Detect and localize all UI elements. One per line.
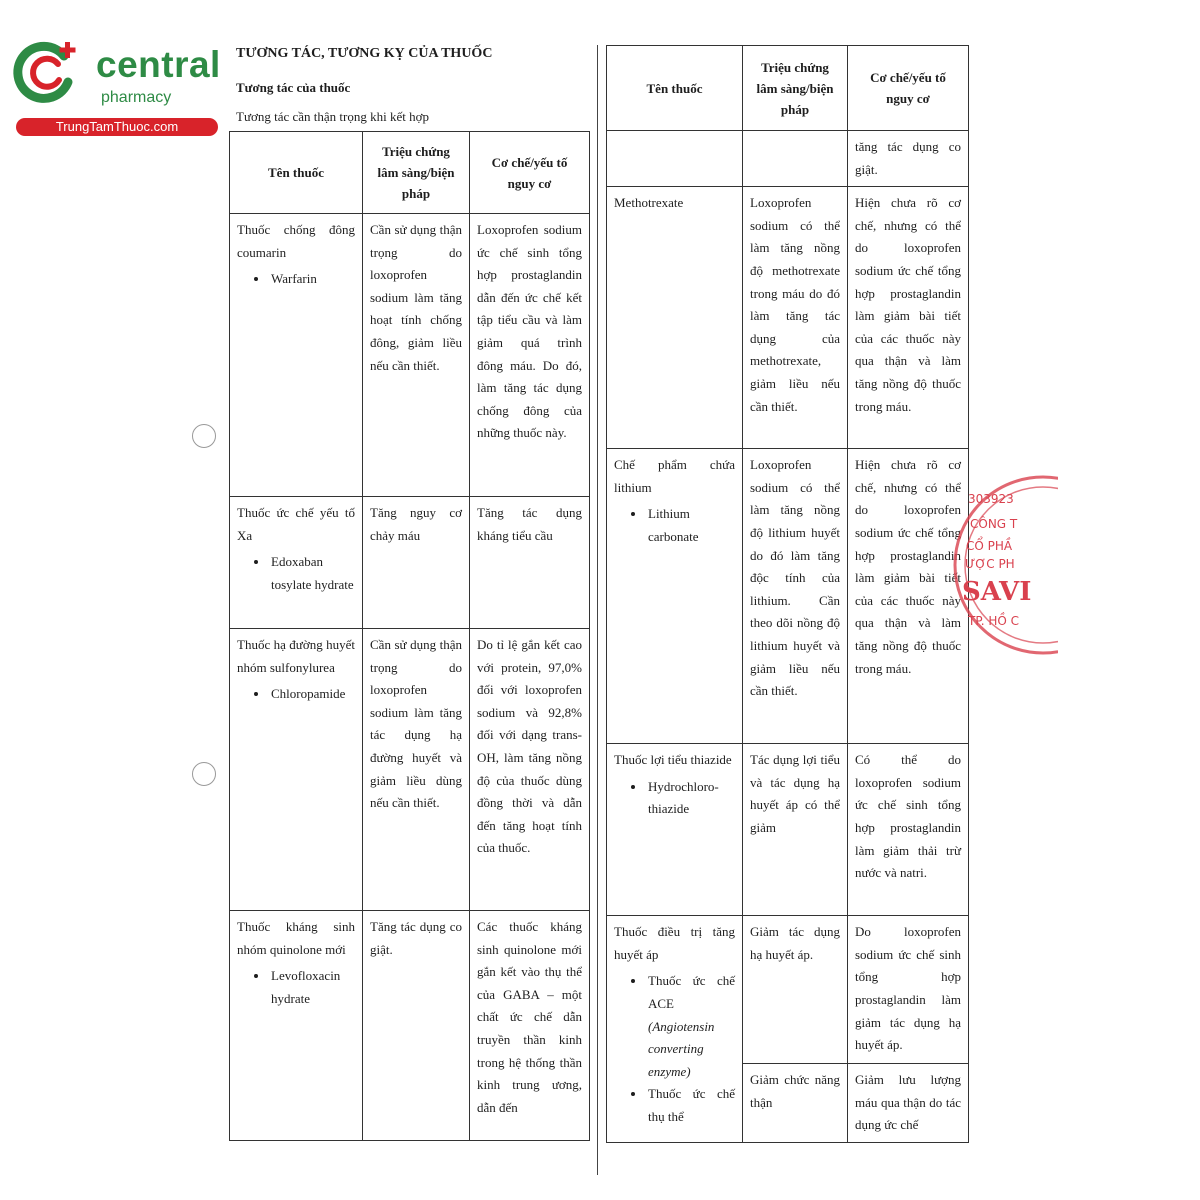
company-stamp — [948, 470, 1058, 660]
symptom-cell: Giảm tác dụng hạ huyết áp. — [743, 916, 848, 1064]
drug-item: • Chloropamide — [269, 683, 355, 706]
header-drug-name: Tên thuốc — [607, 46, 743, 131]
svg-text:TP. HỒ C: TP. HỒ C — [968, 614, 1019, 628]
mechanism-cell: Hiện chưa rõ cơ chế, nhưng có thể do loxoprofen sodium ức chế tổng hợp prostaglandin làm giảm bài tiết của các thuốc này qua thận và làm tăng nồng độ thuốc trong máu. — [848, 187, 969, 449]
table-header-row — [230, 132, 590, 214]
drug-group-name: Thuốc hạ đường huyết nhóm sulfonylurea — [237, 637, 355, 675]
drug-group-name: Thuốc lợi tiểu thiazide — [614, 752, 732, 768]
symptom-cell: Loxoprofen sodium có thể làm tăng nồng độ methotrexate trong máu do đó làm tăng tác dụng của methotrexate, giảm liều nếu cần thiết. — [743, 187, 848, 449]
drug-group-name: Thuốc ức chế yếu tố Xa — [237, 505, 355, 543]
table-row — [607, 916, 969, 1064]
header-symptom: Triệu chứng lâm sàng/biện pháp — [363, 132, 470, 214]
symptom-cell: Cần sử dụng thận trọng do loxoprofen sodium làm tăng hoạt tính chống đông, giảm liều nếu cần thiết. — [363, 214, 470, 497]
drug-group-name: Thuốc chống đông coumarin — [237, 222, 355, 260]
section-subtitle-2: Tương tác cần thận trọng khi kết hợp — [236, 109, 429, 124]
svg-text:CỔ PHẦ: CỔ PHẦ — [966, 539, 1013, 553]
mechanism-cell: Có thể do loxoprofen sodium ức chế sinh tổng hợp prostaglandin làm giảm thải trừ nước và natri. — [848, 744, 969, 916]
symptom-cell: Tăng nguy cơ chảy máu — [363, 497, 470, 629]
drug-group-name: Thuốc kháng sinh nhóm quinolone mới — [237, 919, 355, 957]
drug-item-label: Thuốc ức chế ACE — [648, 973, 735, 1011]
table-row — [230, 629, 590, 911]
table-row — [607, 744, 969, 916]
table-row — [230, 497, 590, 629]
brand-name: central — [96, 44, 221, 85]
mechanism-cell: Tăng tác dụng kháng tiểu cầu — [470, 497, 590, 629]
stamp-seal-icon — [948, 470, 1058, 660]
page-divider — [597, 45, 598, 1175]
brand-logo — [10, 38, 221, 138]
drug-item-note: (Angiotensin converting enzyme) — [648, 1018, 715, 1079]
header-mechanism: Cơ chế/yếu tố nguy cơ — [848, 46, 969, 131]
drug-group-name: Chế phẩm chứa lithium — [614, 457, 735, 495]
header-symptom: Triệu chứng lâm sàng/biện pháp — [743, 46, 848, 131]
table-row — [607, 187, 969, 449]
symptom-cell: Cần sử dụng thận trọng do loxoprofen sodium làm tăng tác dụng hạ đường huyết và giảm liều dùng nếu cần thiết. — [363, 629, 470, 911]
brand-website: TrungTamThuoc.com — [16, 118, 218, 136]
mechanism-cell: Loxoprofen sodium ức chế sinh tổng hợp prostaglandin dẫn đến ức chế kết tập tiểu cầu và làm giảm quá trình đông máu. Do đó, làm tăng tác dụng chống đông của những thuốc này. — [470, 214, 590, 497]
mechanism-cell: Các thuốc kháng sinh quinolone mới gắn kết vào thụ thể của GABA – một chất ức chế dẫn truyền thần kinh trong hệ thống thần kinh trung ương, dẫn đến — [470, 911, 590, 1141]
table-row — [607, 131, 969, 187]
interaction-table-left — [229, 131, 590, 1141]
drug-group-name: Thuốc điều trị tăng huyết áp — [614, 924, 735, 962]
table-header-row — [607, 46, 969, 131]
drug-item: • Thuốc ức chế thụ thể — [646, 1083, 735, 1128]
mechanism-cell: tăng tác dụng co giật. — [848, 131, 969, 187]
interaction-table-right — [606, 45, 969, 1143]
symptom-cell: Giảm chức năng thận — [743, 1064, 848, 1143]
drug-item: • Warfarin — [269, 268, 355, 291]
symptom-cell: Tăng tác dụng co giật. — [363, 911, 470, 1141]
header-mechanism: Cơ chế/yếu tố nguy cơ — [470, 132, 590, 214]
svg-text:ƯỢC PH: ƯỢC PH — [965, 557, 1015, 571]
mechanism-cell: Hiện chưa rõ cơ chế, nhưng có thể do loxoprofen sodium ức chế tổng hợp prostaglandin làm giảm bài tiết của các thuốc này qua thận và làm tăng nồng độ thuốc trong máu. — [848, 449, 969, 744]
table-row — [607, 449, 969, 744]
section-title: TƯƠNG TÁC, TƯƠNG KỴ CỦA THUỐC — [236, 46, 493, 61]
svg-text:CÔNG T: CÔNG T — [970, 517, 1018, 531]
mechanism-cell: Do loxoprofen sodium ức chế sinh tổng hợp prostaglandin làm giảm tác dụng hạ huyết áp. — [848, 916, 969, 1064]
drug-item: • Hydrochloro-thiazide — [646, 776, 735, 821]
drug-item — [646, 970, 735, 1083]
brand-subtitle: pharmacy — [101, 89, 172, 106]
table-row — [230, 911, 590, 1141]
drug-item: • Lithium carbonate — [646, 503, 735, 548]
svg-text:303923: 303923 — [968, 492, 1014, 506]
drug-item: • Edoxaban tosylate hydrate — [269, 551, 355, 596]
mechanism-cell: Giảm lưu lượng máu qua thận do tác dụng ức chế — [848, 1064, 969, 1143]
svg-text:SAVI: SAVI — [962, 577, 1032, 607]
mechanism-cell: Do tỉ lệ gắn kết cao với protein, 97,0% đối với loxoprofen sodium và 92,8% đối với dạng trans-OH, làm tăng nồng độ của thuốc dùng đồng thời và dẫn đến tăng hoạt tính của thuốc. — [470, 629, 590, 911]
central-pharmacy-logo-icon — [12, 38, 82, 108]
table-row — [230, 214, 590, 497]
section-subtitle: Tương tác của thuốc — [236, 80, 351, 95]
drug-group-name: Methotrexate — [607, 187, 743, 449]
symptom-cell: Loxoprofen sodium có thể làm tăng nồng độ lithium huyết do đó làm tăng độc tính của lithium. Cần theo dõi nồng độ lithium huyết và giảm liều nếu cần thiết. — [743, 449, 848, 744]
drug-group-name — [607, 131, 743, 187]
header-drug-name: Tên thuốc — [230, 132, 363, 214]
symptom-cell: Tác dụng lợi tiểu và tác dụng hạ huyết áp có thể giảm — [743, 744, 848, 916]
punch-hole — [192, 762, 216, 786]
punch-hole — [192, 424, 216, 448]
symptom-cell — [743, 131, 848, 187]
drug-item: • Levofloxacin hydrate — [269, 965, 355, 1010]
